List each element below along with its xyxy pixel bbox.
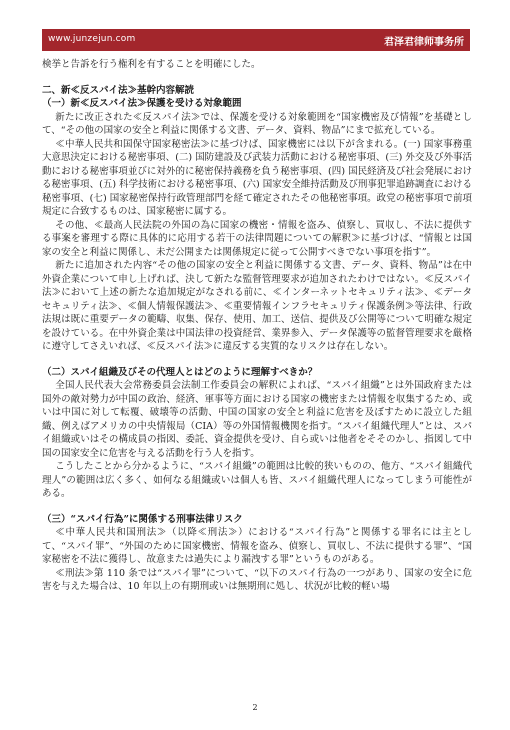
paragraph: 新たに追加された内容“その他の国家の安全と利益に関係する文書、データ、資料、物品”は在中外資企業について申し上げれば、決して新たな監督管理要求が追加されたわけではない。≪反スパイ法≫において上述の新たな追加規定がなされる前に、≪インターネットセキュリティ法≫、≪データセキュリティ法≫、≪個人情報保護法≫、≪重要情報インフラセキュリティ保護条例≫等法律、行政法規は既に重要データの範疇、収集、保存、使用、加工、送信、提供及び公開等について明確な規定を設けている。在中外資企業は中国法律の投資経営、業界参入、データ保護等の監督管理要求を厳格に遵守してさえいれば、≪反スパイ法≫に違反する実質的なリスクは存在しない。 <box>42 260 472 352</box>
document-body <box>42 58 472 594</box>
subsection-heading: （一）新≪反スパイ法≫保護を受ける対象範囲 <box>42 98 242 109</box>
subsection-heading: （二）スパイ組織及びその代理人とはどのように理解すべきか？ <box>42 366 318 378</box>
paragraph: 新たに改正された≪反スパイ法≫では、保護を受ける対象範囲を“国家機密及び情報”を基礎として、“その他の国家の安全と利益に関係する文書、データ、資料、物品”にまで拡充している。 <box>42 111 472 136</box>
subsection-heading: （三）“スパイ行為”に関係する刑事法律リスク <box>42 513 243 525</box>
page-number: 2 <box>252 703 258 712</box>
paragraph: こうしたことから分かるように、“スパイ組織”の範囲は比較的狭いものの、他方、“スパイ組織代理人”の範囲は広く多く、如何なる組織或いは個人も皆、スパイ組織代理人になってしまう可能性がある。 <box>42 461 472 499</box>
paragraph: ≪刑法≫第 110 条では“スパイ罪”について、“以下のスパイ行為の一つがあり、国家の安全に危害を与えた場合は、10 年以上の有期刑或いは無期刑に処し、状況が比較的軽い場 <box>42 567 472 592</box>
header-url: www.junzejun.com <box>48 34 136 44</box>
paragraph: ≪中華人民共和国刑法≫（以降≪刑法≫）における“スパイ行為”と関係する罪名には主として、“スパイ罪”、“外国のために国家機密、情報を盗み、偵察し、買収し、不法に提供する罪”、“国家秘密を不法に獲得し、故意または過失により漏洩する罪”というものがある。 <box>42 527 472 565</box>
paragraph: 全国人民代表大会常務委員会法制工作委員会の解釈によれば、“スパイ組織”とは外国政府または国外の敵対勢力が中国の政治、経済、軍事等方面における国家の機密または情報を収集するため、或いは中国に対して転覆、破壊等の活動、中国の国家の安全と利益に危害を及ぼすために設立した組織、例えばアメリカの中央情報局（CIA）等の外国情報機関を指す。“スパイ組織代理人”とは、スパイ組織或いはその構成員の指図、委託、資金提供を受け、自ら或いは他者をそそのかし、指図して中国の国家安全に危害を与える活動を行う人を指す。 <box>42 380 472 459</box>
paragraph: 検挙と告訴を行う権利を有することを明確にした。 <box>42 59 261 70</box>
header-firm-name: 君泽君律师事务所 <box>384 37 464 48</box>
page-header <box>42 29 470 51</box>
paragraph: ≪中華人民共和国保守国家秘密法≫に基づけば、国家機密には以下が含まれる。(一) 国家事務重大意思決定における秘密事項、(二) 国防建設及び武装力活動における秘密事項、(三) 外交及び外事活動における秘密事項並びに対外的に秘密保持義務を負う秘密事項、(四) 国民経済及び社会発展における秘密事項、(五) 科学技術における秘密事項、(六) 国家安全維持活動及び刑事犯罪追跡調査における秘密事項、(七) 国家秘密保持行政管理部門を経て確定されたその他秘密事項。政党の秘密事項で前項規定に合致するものは、国家秘密に属する。 <box>42 138 472 217</box>
paragraph: その他、≪最高人民法院の外国の為に国家の機密・情報を盗み、偵察し、買収し、不法に提供する事案を審理する際に具体的に応用する若干の法律問題についての解釈≫に基づけば、“情報とは国家の安全と利益に関係し、未だ公開または関係規定に従って公開すべきでない事項を指す”。 <box>42 219 472 258</box>
section-heading: 二、新≪反スパイ法≫基幹内容解読 <box>42 84 195 96</box>
